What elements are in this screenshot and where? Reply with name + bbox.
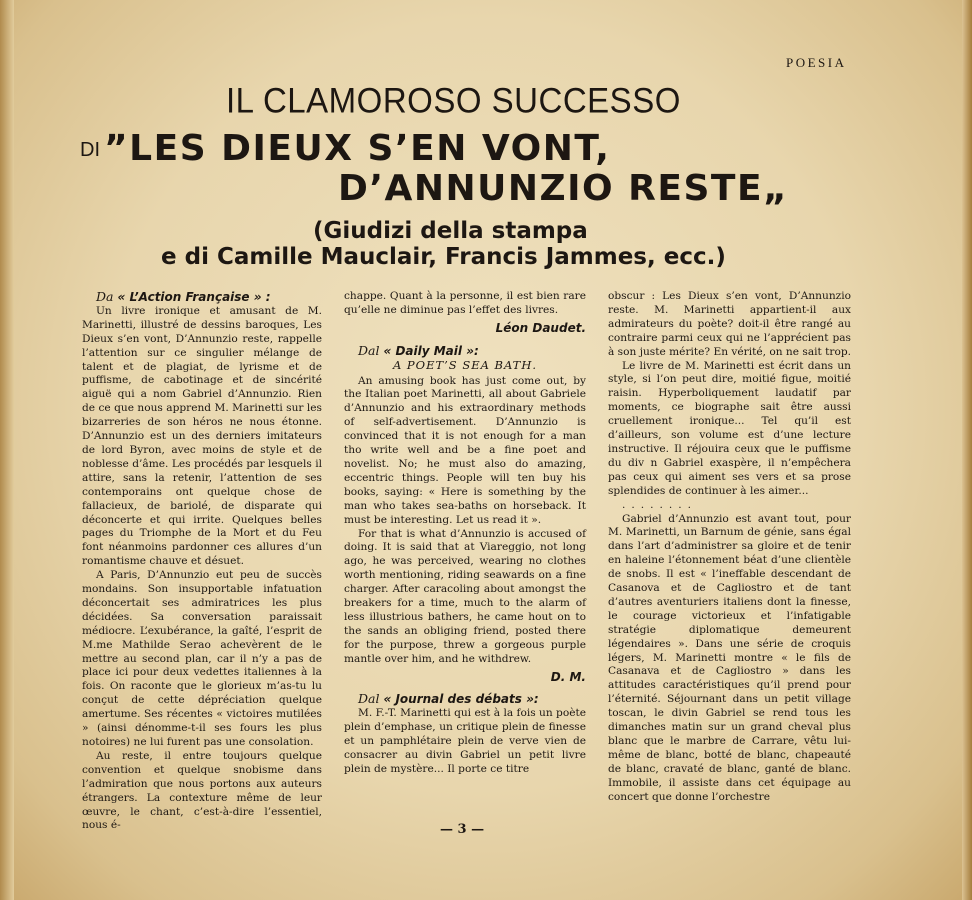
paragraph: Un livre ironique et amusant de M. Marinetti, illustré de dessins baroques, Les Dieux s’en vont, D’Annunzio reste, rappelle l’attention sur ce singulier mélange de talent et de plagiat, de lyrisme et de puffisme, de cabotinage et de sincérité aiguë qui a nom Gabriel d’Annunzio. Rien de ce que nous apprend M. Marinetti sur les bizarreries de son héros ne nous étonne. D’Annunzio est un des derniers imitateurs de lord Byron, avec moins de style et de noblesse d’âme. Les procédés par lesquels il attire, sans la retenir, l’attention de ses contemporains ont quelque chose de fallacieux, de bariolé, de disparate qui déconcerte et qui irrite. Quelques belles pages du Triomphe de la Mort et du Feu font néanmoins pardonner ces allures d’un romantisme chauve et désuet. bbox=[82, 304, 322, 568]
title-prefix: DI bbox=[80, 139, 100, 161]
paragraph: obscur : Les Dieux s’en vont, D’Annunzio reste. M. Marinetti appartient-il aux admirateurs du poète? doit-il être rangé au contraire parmi ceux qui ne l’apprécient pas à son juste mérite? En vérité, on ne sait trop. bbox=[608, 290, 851, 358]
column-3 bbox=[608, 290, 851, 805]
source-prefix: Dal bbox=[358, 342, 380, 358]
paragraph: For that is what d’Annunzio is accused of doing. It is said that at Viareggio, not long ago, he was perceived, wearing no clothes worth mentioning, riding seawards on a fine charger. After caracoling about amongst the breakers for a time, much to the alarm of less illustrious bathers, he came hout on to the sands an obliging friend, posted there for the purpose, threw a gorgeous purple mantle over him, and he withdrew. bbox=[344, 527, 586, 665]
paragraph: Gabriel d’Annunzio est avant tout, pour M. Marinetti, un Barnum de génie, sans égal dans l’art d’administrer sa gloire et de tenir en haleine l’étonnement béat d’une clientèle de snobs. Il est « l’ineffable descendant de Casanova et de Cagliostro et de tant d’autres aventuriers italiens dont la finesse, le courage victorieux et l’infatigable stratégie diplomatique demeurent légendaires ». Dans une série de croquis légers, M. Marinetti montre « le fils de Casanava et de Cagliostro » dans les attitudes caractéristiques qu’il prend pour l’éternité. Séjournant dans un petit village toscan, le divin Gabriel se rend tous les dimanches matin sur un grand cheval plus blanc que le marbre de Carrare, vêtu lui-même de blanc, botté de blanc, chapeauté de blanc, cravaté de blanc, ganté de blanc. Immobile, il assiste dans cet équipage au concert que donne l’orchestre bbox=[608, 512, 851, 803]
paragraph: chappe. Quant à la personne, il est bien rare qu’elle ne diminue pas l’effet des livres. bbox=[344, 290, 586, 316]
source-prefix: Dal bbox=[358, 691, 380, 707]
page-number: — 3 — bbox=[440, 822, 485, 837]
article-subheading: A POET’S SEA BATH. bbox=[392, 357, 538, 372]
subtitle-line-2: e di Camille Mauclair, Francis Jammes, ecc.) bbox=[161, 244, 726, 270]
signature: Léon Daudet. bbox=[495, 320, 586, 335]
paragraph: An amusing book has just come out, by the Italian poet Marinetti, all about Gabriele d’Annunzio and his extraordinary methods of self-advertisement. D’Annunzio is convinced that it is not enough for a man tho write well and be a fine poet and novelist. No; he must also do amazing, eccentric things. People will ten buy his books, saying: « Here is something by the man who takes sea-baths on horseback. It must be interesting. Let us read it ». bbox=[344, 374, 586, 526]
column-1 bbox=[82, 290, 322, 833]
source-name: « L’Action Française » : bbox=[117, 290, 271, 304]
subtitle-line-1: (Giudizi della stampa bbox=[313, 218, 588, 244]
source-heading bbox=[344, 692, 586, 707]
title-line-1: IL CLAMOROSO SUCCESSO bbox=[226, 80, 681, 120]
running-head: POESIA bbox=[786, 55, 847, 70]
title-line-3: D’ANNUNZIO RESTE„ bbox=[338, 168, 789, 209]
source-name: « Daily Mail »: bbox=[383, 343, 479, 358]
source-heading bbox=[344, 344, 586, 359]
paragraph: M. F.-T. Marinetti qui est à la fois un poète plein d’emphase, un critique plein de finesse et un pamphlétaire plein de verve vien de consacrer au divin Gabriel un petit livre plein de mystère... Il porte ce titre bbox=[344, 707, 586, 775]
source-name: « Journal des débats »: bbox=[383, 692, 539, 707]
paragraph: Le livre de M. Marinetti est écrit dans un style, si l’on peut dire, moitié figue, moitié raisin. Hyperboliquement laudatif par moments, ce biographe sait être aussi cruellement ironique... Tel qu’il est d’ailleurs, son volume est d’une lecture instructive. Il réjouira ceux que le puffisme du div n Gabriel exaspère, il n’empêchera pas ceux qui aiment ses vers et sa prose splendides de continuer à les aimer... bbox=[608, 359, 851, 497]
ellipsis-separator: ........ bbox=[622, 498, 697, 511]
title-line-2 bbox=[80, 128, 610, 169]
signature: D. M. bbox=[550, 669, 586, 684]
paragraph: Au reste, il entre toujours quelque convention et quelque snobisme dans l’admiration que nous portons aux auteurs étrangers. La contexture même de leur œuvre, le chant, c’est-à-dire l’essentiel, nous é- bbox=[82, 749, 322, 832]
column-2 bbox=[344, 290, 586, 777]
paragraph: A Paris, D’Annunzio eut peu de succès mondains. Son insupportable infatuation déconcertait ses admiratrices les plus décidées. Sa conversation paraissait médiocre. L’exubérance, la gaîté, l’esprit de M.me Mathilde Serao achevèrent de le mettre au second plan, car il n’y a pas de place ici pour deux vedettes italiennes à la fois. On raconte que le glorieux m’as-tu lu conçut de cette dépréciation quelque amertume. Ses récentes « victoires mutilées » (ainsi dénomme-t-il ses fours les plus notoires) ne lui furent pas une consolation. bbox=[82, 569, 322, 748]
page-edge-left bbox=[0, 0, 14, 900]
title-main: ”LES DIEUX S’EN VONT, bbox=[104, 128, 611, 169]
source-heading bbox=[82, 290, 322, 305]
page-edge-right bbox=[962, 0, 972, 900]
source-prefix: Da bbox=[96, 289, 114, 304]
